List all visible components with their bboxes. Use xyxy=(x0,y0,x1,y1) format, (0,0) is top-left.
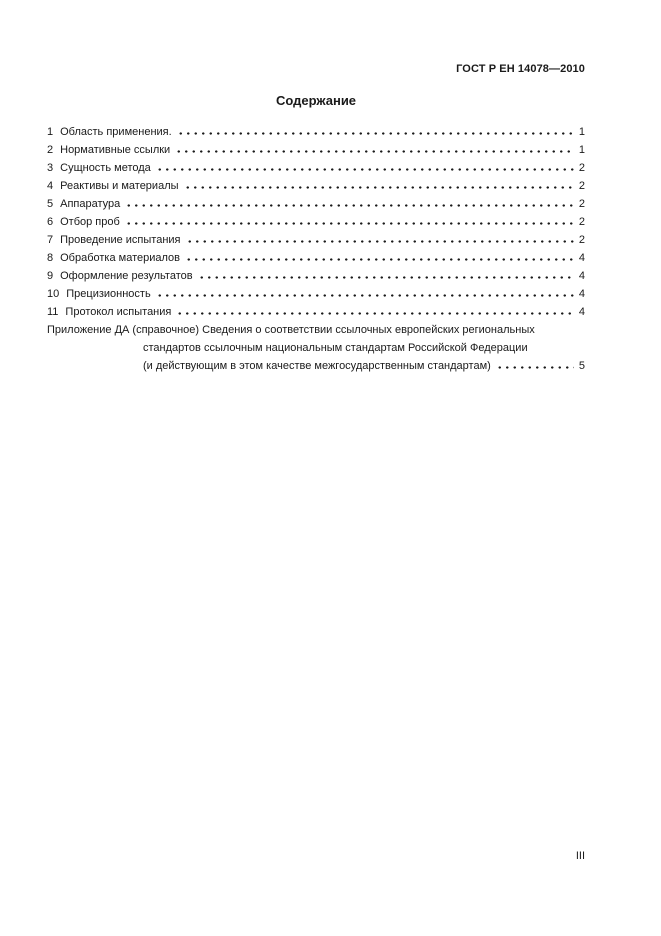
toc-leader-dots xyxy=(186,232,574,243)
toc-row xyxy=(47,303,585,321)
toc-row xyxy=(47,159,585,177)
toc-page-number: 2 xyxy=(578,216,585,228)
toc-item-label: Нормативные ссылки xyxy=(60,144,171,156)
toc-page-number: 2 xyxy=(578,180,585,192)
toc-leader-dots xyxy=(175,142,574,153)
toc-item-number: 10 xyxy=(47,288,60,300)
toc-row xyxy=(47,231,585,249)
toc-row xyxy=(47,285,585,303)
toc-item-number: 5 xyxy=(47,198,54,210)
toc-item-number: 11 xyxy=(47,306,59,318)
toc-page-number: 2 xyxy=(578,198,585,210)
toc-item-label: Протокол испытания xyxy=(65,306,172,318)
toc-item-label: Аппаратура xyxy=(60,198,121,210)
appendix-line-3-text: (и действующим в этом качестве межгосударственным стандартам) xyxy=(143,360,491,372)
toc-page-number: 1 xyxy=(578,126,585,138)
table-of-contents xyxy=(47,123,585,321)
toc-page-number: 4 xyxy=(578,306,585,318)
toc-item-label: Отбор проб xyxy=(60,216,120,228)
toc-item-label: Сущность метода xyxy=(60,162,151,174)
toc-leader-dots xyxy=(125,214,574,225)
toc-item-number: 9 xyxy=(47,270,54,282)
toc-item-number: 6 xyxy=(47,216,54,228)
appendix-line-2: стандартов ссылочным национальным стандартам Российской Федерации xyxy=(143,342,528,354)
toc-leader-dots xyxy=(156,286,574,297)
toc-item-label: Оформление результатов xyxy=(60,270,193,282)
toc-page-number: 2 xyxy=(578,162,585,174)
toc-page-number: 2 xyxy=(578,234,585,246)
toc-item-number: 2 xyxy=(47,144,54,156)
toc-row xyxy=(47,141,585,159)
toc-row xyxy=(47,177,585,195)
toc-page-number: 4 xyxy=(578,252,585,264)
toc-item-label: Проведение испытания xyxy=(60,234,181,246)
toc-item-label: Обработка материалов xyxy=(60,252,181,264)
toc-page-number: 1 xyxy=(578,144,585,156)
toc-leader-dots xyxy=(185,250,574,261)
toc-leader-dots xyxy=(198,268,574,279)
toc-leader-dots xyxy=(176,304,574,315)
toc-row xyxy=(47,195,585,213)
toc-row xyxy=(47,213,585,231)
toc-row xyxy=(47,267,585,285)
page-title: Содержание xyxy=(275,93,357,108)
footer-page-number: III xyxy=(575,850,585,862)
toc-item-number: 1 xyxy=(47,126,54,138)
toc-leader-dots xyxy=(177,124,574,135)
toc-item-number: 3 xyxy=(47,162,54,174)
toc-page-number: 4 xyxy=(578,288,585,300)
toc-item-number: 7 xyxy=(47,234,54,246)
toc-leader-dots xyxy=(125,196,574,207)
toc-leader-dots xyxy=(184,178,574,189)
toc-item-label: Область применения. xyxy=(60,126,172,138)
appendix-entry xyxy=(47,321,585,375)
toc-item-number: 4 xyxy=(47,180,54,192)
toc-page-number: 4 xyxy=(578,270,585,282)
toc-row xyxy=(47,249,585,267)
toc-leader-dots xyxy=(156,160,574,171)
toc-item-number: 8 xyxy=(47,252,54,264)
toc-row xyxy=(47,123,585,141)
toc-item-label: Прецизионность xyxy=(66,288,151,300)
toc-item-label: Реактивы и материалы xyxy=(60,180,179,192)
doc-number-header: ГОСТ Р ЕН 14078—2010 xyxy=(456,63,585,75)
appendix-line-1: Приложение ДА (справочное) Сведения о соответствии ссылочных европейских региональных xyxy=(47,324,535,336)
appendix-line-3 xyxy=(143,357,585,375)
toc-leader-dots xyxy=(496,358,574,369)
appendix-page-number: 5 xyxy=(578,360,585,372)
